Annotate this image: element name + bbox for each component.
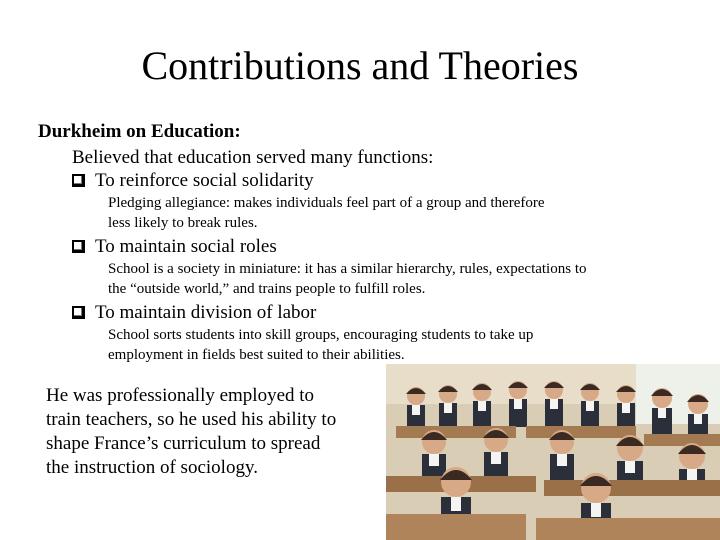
checkbox-bullet-icon: [72, 306, 85, 319]
bullet-label: To maintain division of labor: [95, 302, 317, 323]
bullet-point-social-roles: [72, 235, 277, 259]
biography-note: [40, 380, 380, 484]
bullet-point-division-of-labor: [72, 301, 316, 325]
bullet-detail-social-solidarity: [108, 193, 545, 233]
bullet-detail-social-roles: [108, 259, 586, 299]
detail-line: School is a society in miniature: it has a similar hierarchy, rules, expectations to: [108, 261, 587, 277]
detail-line: School sorts students into skill groups, encouraging students to take up: [108, 327, 534, 343]
bullet-label: To reinforce social solidarity: [95, 170, 314, 191]
note-line: the instruction of sociology.: [46, 457, 258, 478]
note-line: He was professionally employed to: [46, 385, 315, 406]
detail-line: the “outside world,” and trains people to fulfill roles.: [108, 281, 426, 297]
classroom-photo: [386, 364, 720, 540]
intro-text: Believed that education served many functions:: [72, 147, 434, 168]
detail-line: employment in fields best suited to their abilities.: [108, 347, 405, 363]
note-line: train teachers, so he used his ability to: [46, 409, 337, 430]
checkbox-bullet-icon: [72, 240, 85, 253]
bullet-label: To maintain social roles: [95, 236, 277, 257]
detail-line: Pledging allegiance: makes individuals feel part of a group and therefore: [108, 195, 545, 211]
note-line: shape France’s curriculum to spread: [46, 433, 321, 454]
bullet-point-social-solidarity: [72, 169, 314, 193]
slide-title: Contributions and Theories: [141, 43, 579, 88]
checkbox-bullet-icon: [72, 174, 85, 187]
section-heading: Durkheim on Education:: [38, 121, 241, 142]
detail-line: less likely to break rules.: [108, 215, 258, 231]
bullet-detail-division-of-labor: [108, 325, 533, 365]
